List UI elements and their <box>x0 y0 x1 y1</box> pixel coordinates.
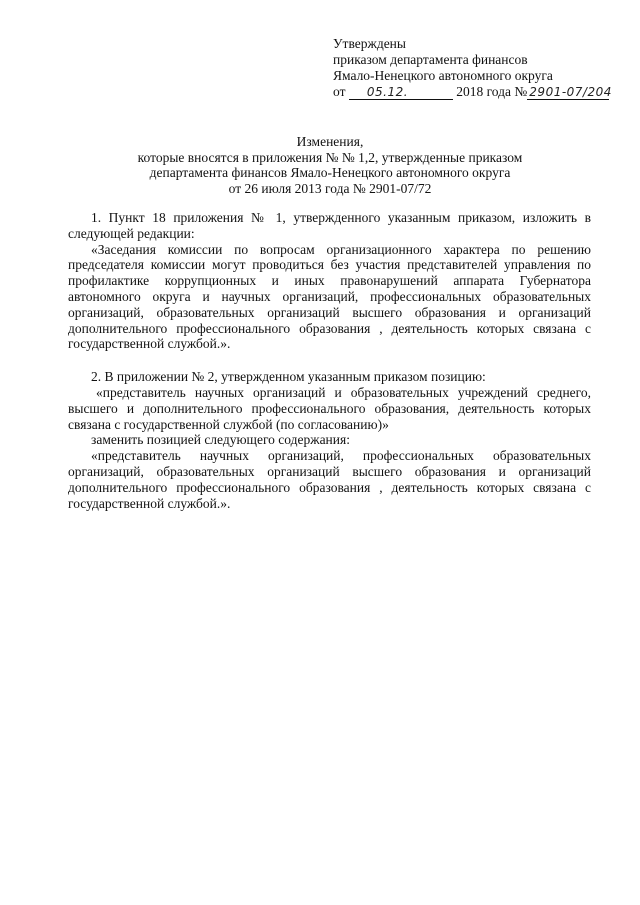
approval-heading: Утверждены <box>333 36 406 51</box>
approval-block <box>333 36 633 100</box>
paragraph-2-old-position: «представитель научных организаций и образовательных учреждений среднего, высшего и дополнительного профессионального образования, деятельность которых связана с государственной службой (по согласованию)» <box>68 384 591 432</box>
handwritten-number: 2901-07/204 <box>529 85 612 99</box>
title-line-2: которые вносятся в приложения № № 1,2, утвержденные приказом <box>137 149 523 165</box>
paragraph-2-new-position: «представитель научных организаций, профессиональных образовательных организаций, образовательных организаций высшего образования и организаций дополнительного профессионального образования , деятельность которых связана с государственной службой.». <box>68 448 591 511</box>
paragraph-1-quote: «Заседания комиссии по вопросам организационного характера по решению председателя комиссии могут проводиться без участия представителей управления по профилактике коррупционных и иных правонарушений аппарата Губернатора автономного округа и научных организаций, профессиональных образовательных организаций, образовательных организаций высшего образования и организаций дополнительного профессионального образования , деятельность которых связана с государственной службой.». <box>68 241 591 352</box>
paragraph-2-replace: заменить позицией следующего содержания: <box>91 432 350 448</box>
title-line-3: департамента финансов Ямало-Ненецкого автономного округа <box>149 165 511 180</box>
document-title <box>120 134 540 196</box>
approval-region-line: Ямало-Ненецкого автономного округа <box>333 68 553 83</box>
approval-year-text: 2018 года № <box>456 84 528 99</box>
title-line-1: Изменения, <box>296 134 364 149</box>
approval-order-line: приказом департамента финансов <box>333 52 528 67</box>
approval-number-field <box>527 85 612 100</box>
approval-date-line <box>333 84 633 100</box>
document-body <box>68 210 591 511</box>
approval-date-field <box>349 85 453 100</box>
handwritten-date: 05.12. <box>366 85 409 99</box>
paragraph-2: 2. В приложении № 2, утвержденном указанным приказом позицию: <box>91 369 486 385</box>
title-line-4: от 26 июля 2013 года № 2901-07/72 <box>228 180 432 196</box>
approval-ot: от <box>333 84 346 99</box>
paragraph-spacer <box>68 352 591 369</box>
paragraph-1: 1. Пункт 18 приложения № 1, утвержденного указанным приказом, изложить в следующей редакции: <box>68 210 591 241</box>
